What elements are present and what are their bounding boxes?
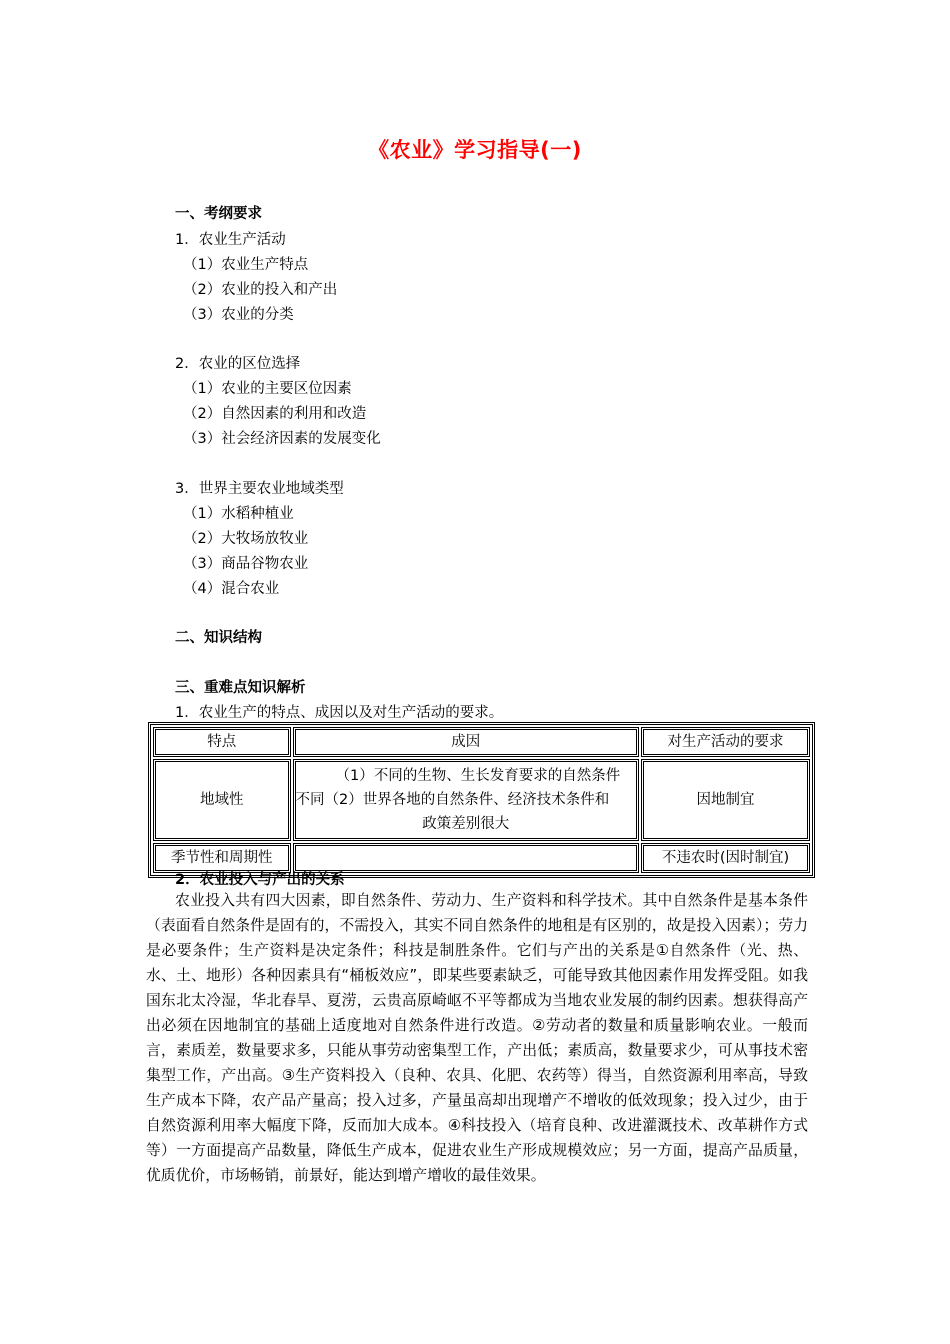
- group3-item3: （3）商品谷物农业: [183, 556, 309, 572]
- point2-heading: 2．农业投入与产出的关系: [175, 872, 345, 888]
- group3-title: 3．世界主要农业地域类型: [175, 481, 344, 497]
- feature-cell: 地域性: [153, 759, 291, 841]
- cause-line: 不同（2）世界各地的自然条件、经济技术条件和: [295, 792, 610, 808]
- group3-item1: （1）水稻种植业: [183, 506, 294, 522]
- feature-cell: 季节性和周期性: [153, 843, 291, 873]
- group2-item1: （1）农业的主要区位因素: [183, 381, 352, 397]
- section2-heading: 二、知识结构: [175, 630, 262, 646]
- requirement-cell: 不违农时(因时制宜): [641, 843, 810, 873]
- table-header-cell: 特点: [153, 727, 291, 757]
- point2-paragraph: 农业投入共有四大因素，即自然条件、劳动力、生产资料和科学技术。其中自然条件是基本条件（表面看自然条件是固有的，不需投入，其实不同自然条件的地租是有区别的，故是投入因素）；劳力是必要条件；生产资料是决定条件；科技是制胜条件。它们与产出的关系是①自然条件（光、热、水、土、地形）各种因素具有“桶板效应”，即某些要素缺乏，可能导致其他因素作用发挥受阻。如我国东北太冷湿，华北春旱、夏涝，云贵高原崎岖不平等都成为当地农业发展的制约因素。想获得高产出必须在因地制宜的基础上适度地对自然条件进行改造。②劳动者的数量和质量影响农业。一般而言，素质差，数量要求多，只能从事劳动密集型工作，产出低；素质高，数量要求少，可从事技术密集型工作，产出高。③生产资料投入（良种、农具、化肥、农药等）得当，自然资源利用率高，导致生产成本下降，农产品产量高；投入过多，产量虽高却出现增产不增收的低效现象；投入过少，由于自然资源利用率大幅度下降，反而加大成本。④科技投入（培育良种、改进灌溉技术、改革耕作方式等）一方面提高产品数量，降低生产成本，促进农业生产形成规模效应；另一方面，提高产品质量，优质优价，市场畅销，前景好，能达到增产增收的最佳效果。: [146, 892, 808, 1184]
- requirement-cell: 因地制宜: [641, 759, 810, 841]
- cause-line: （1）不同的生物、生长发育要求的自然条件: [335, 768, 621, 784]
- table-header-row: [153, 727, 810, 757]
- section3-heading: 三、重难点知识解析: [175, 680, 306, 696]
- group2-title: 2．农业的区位选择: [175, 356, 301, 372]
- group3-item2: （2）大牧场放牧业: [183, 531, 309, 547]
- group2-item3: （3）社会经济因素的发展变化: [183, 431, 381, 447]
- table-header-cell: 成因: [293, 727, 639, 757]
- document-title: 《农业》学习指导(一): [368, 138, 582, 162]
- table-row: [153, 759, 810, 841]
- group3-item4: （4）混合农业: [183, 581, 280, 597]
- group1-item3: （3）农业的分类: [183, 307, 294, 323]
- group2-item2: （2）自然因素的利用和改造: [183, 406, 367, 422]
- section1-heading: 一、考纲要求: [175, 206, 262, 222]
- cause-cell: [293, 759, 639, 841]
- cause-line: 政策差别很大: [422, 816, 510, 832]
- group1-title: 1．农业生产活动: [175, 232, 286, 248]
- group1-item2: （2）农业的投入和产出: [183, 282, 338, 298]
- table-header-cell: 对生产活动的要求: [641, 727, 810, 757]
- group1-item1: （1）农业生产特点: [183, 257, 309, 273]
- characteristics-table: [148, 722, 815, 878]
- point1-text: 1．农业生产的特点、成因以及对生产活动的要求。: [175, 705, 504, 721]
